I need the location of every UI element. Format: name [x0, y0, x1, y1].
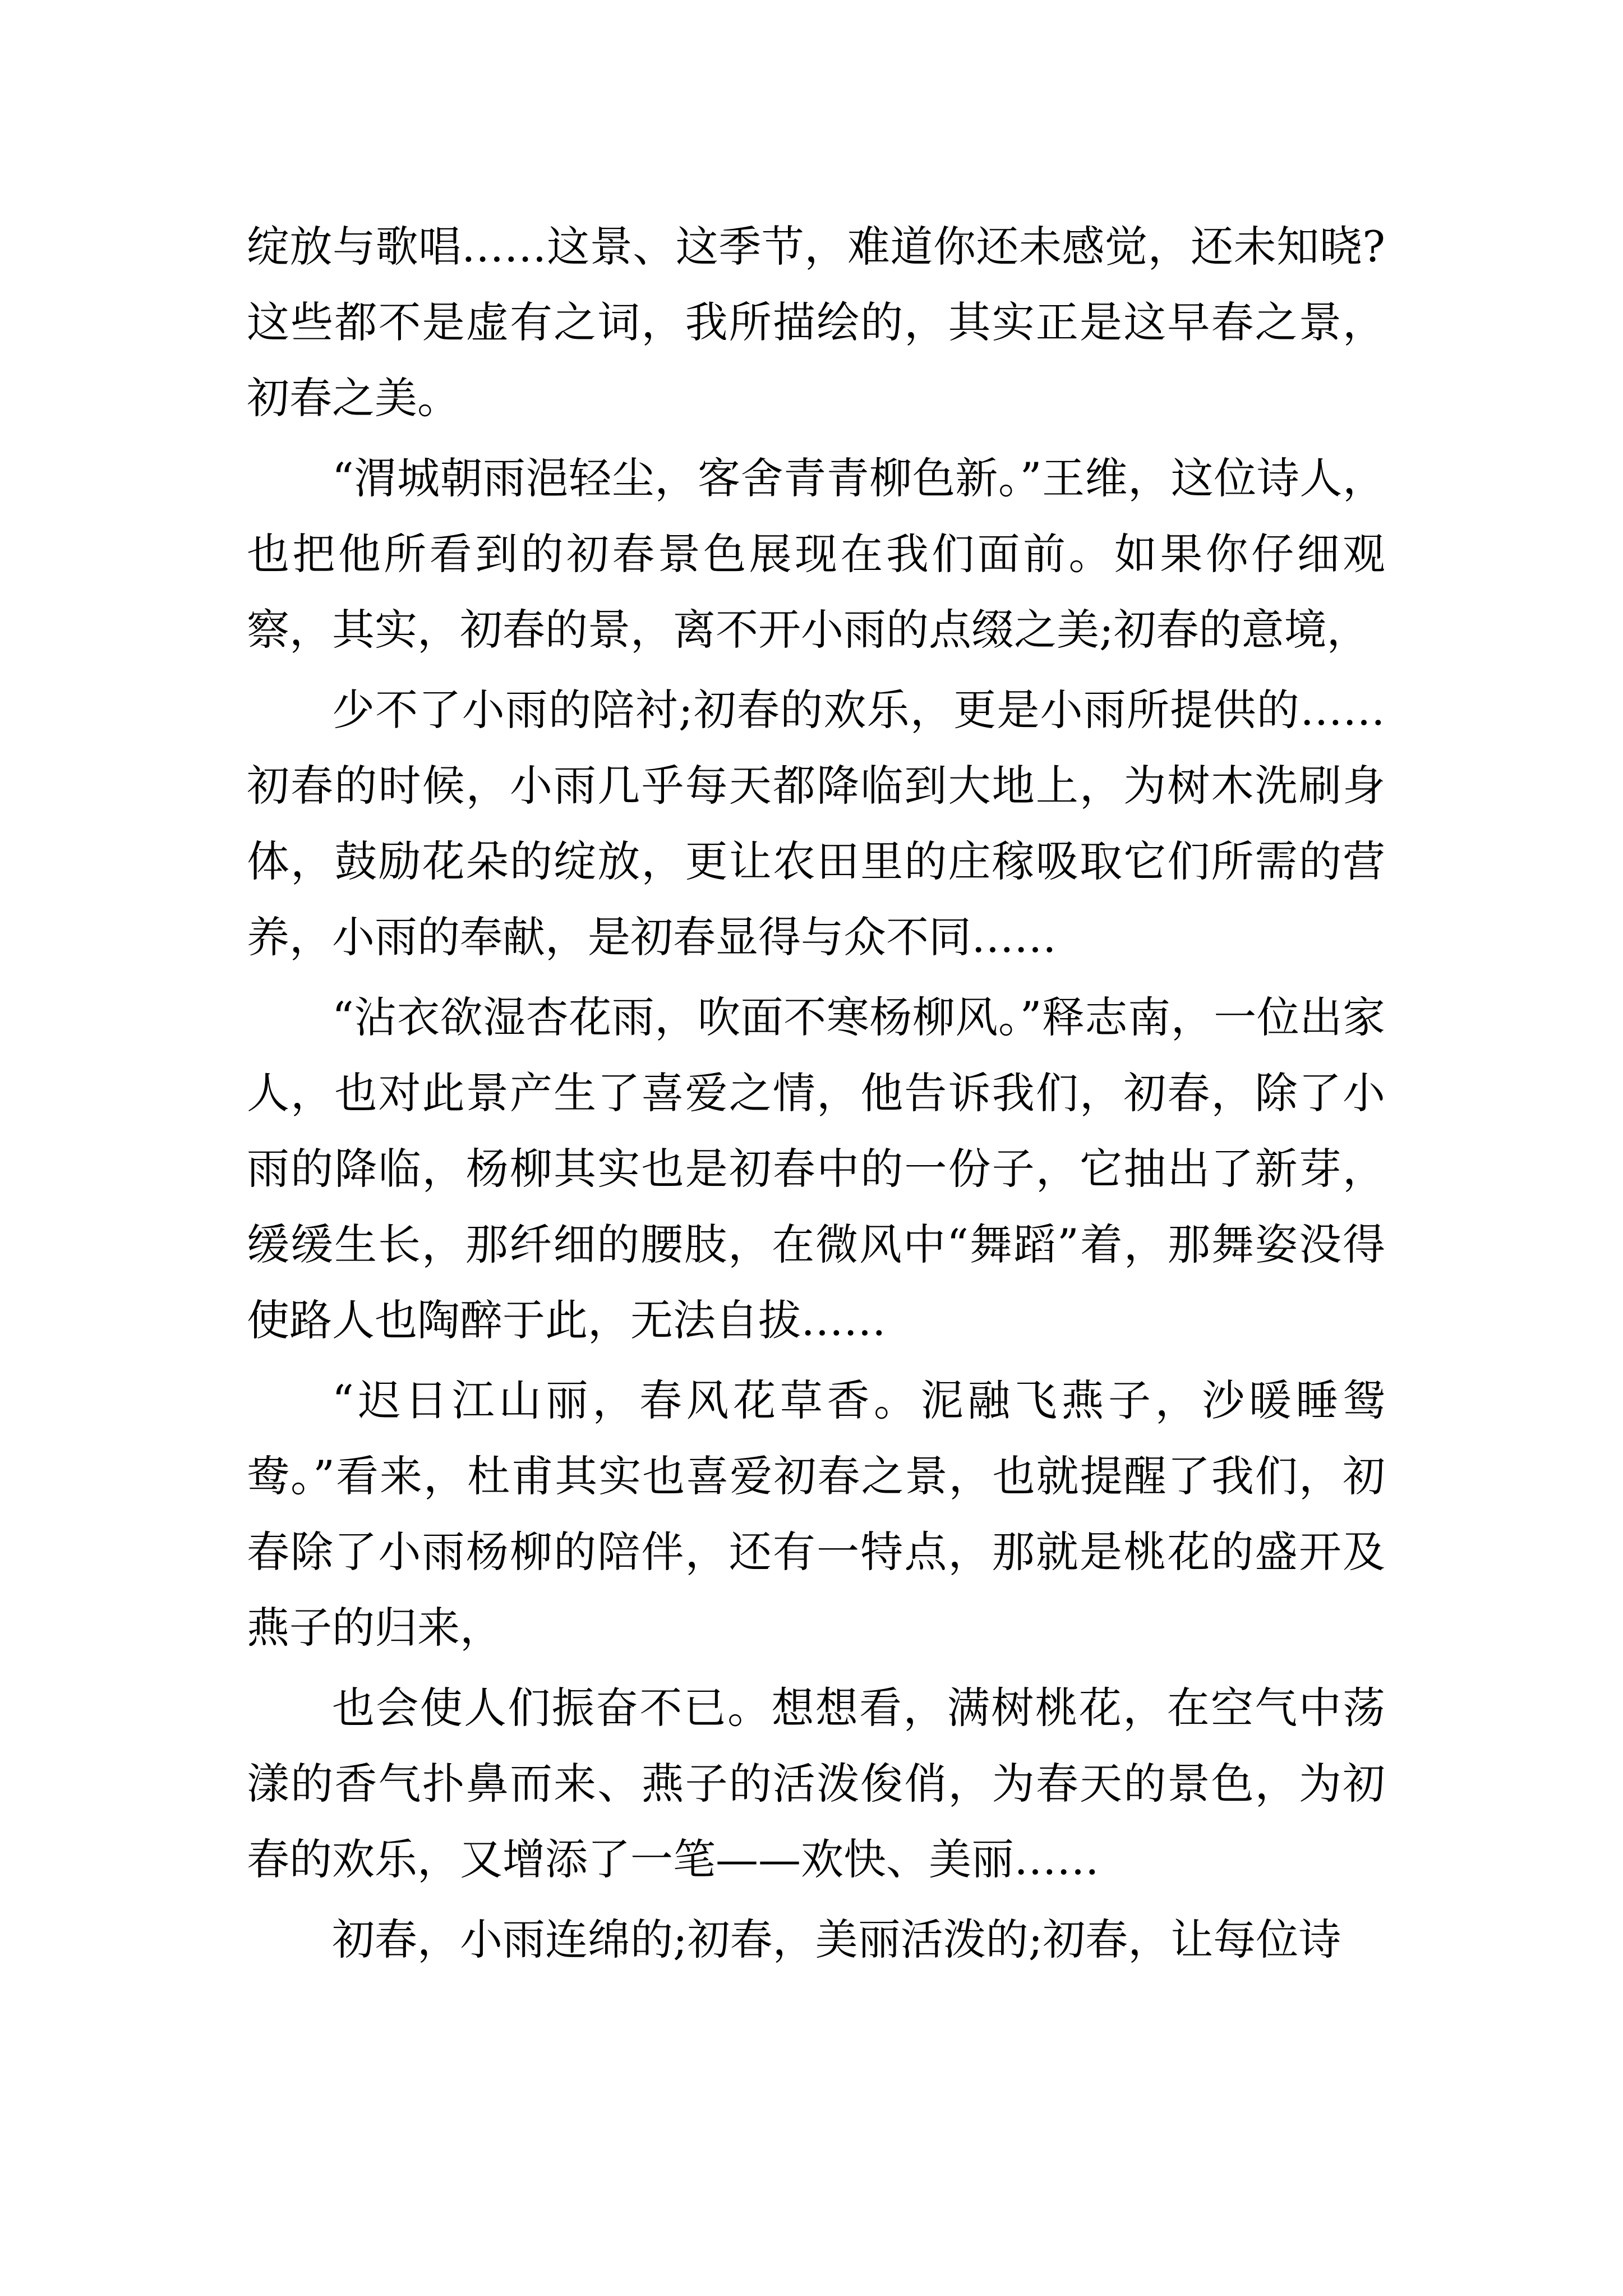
paragraph-1: 绽放与歌唱……这景、这季节，难道你还未感觉，还未知晓?这些都不是虚有之词，我所描绘的，其实正是这早春之景，初春之美。	[247, 222, 1385, 423]
paragraph-3: 少不了小雨的陪衬;初春的欢乐，更是小雨所提供的……初春的时候，小雨几乎每天都降临到大地上，为树木洗刷身体，鼓励花朵的绽放，更让农田里的庄稼吸取它们所需的营养，小雨的奉献，是初春显得与众不同……	[247, 685, 1385, 962]
paragraph-6: 也会使人们振奋不已。想想看，满树桃花，在空气中荡漾的香气扑鼻而来、燕子的活泼俊俏，为春天的景色，为初春的欢乐，又增添了一笔——欢快、美丽……	[247, 1683, 1385, 1884]
paragraph-7: 初春，小雨连绵的;初春，美丽活泼的;初春，让每位诗	[332, 1915, 1341, 1964]
paragraph-5: “迟日江山丽，春风花草香。泥融飞燕子，沙暖睡鸳鸯。”看来，杜甫其实也喜爱初春之景，也就提醒了我们，初春除了小雨杨柳的陪伴，还有一特点，那就是桃花的盛开及燕子的归来，	[247, 1375, 1385, 1653]
paragraph-2: “渭城朝雨浥轻尘，客舍青青柳色新。”王维，这位诗人，也把他所看到的初春景色展现在我们面前。如果你仔细观察，其实，初春的景，离不开小雨的点缀之美;初春的意境，	[247, 453, 1385, 655]
document-body	[247, 209, 1385, 1982]
paragraph-4: “沾衣欲湿杏花雨，吹面不寒杨柳风。”释志南，一位出家人，也对此景产生了喜爱之情，他告诉我们，初春，除了小雨的降临，杨柳其实也是初春中的一份子，它抽出了新芽，缓缓生长，那纤细的腰肢，在微风中“舞蹈”着，那舞姿没得使路人也陶醉于此，无法自拔……	[247, 992, 1385, 1345]
